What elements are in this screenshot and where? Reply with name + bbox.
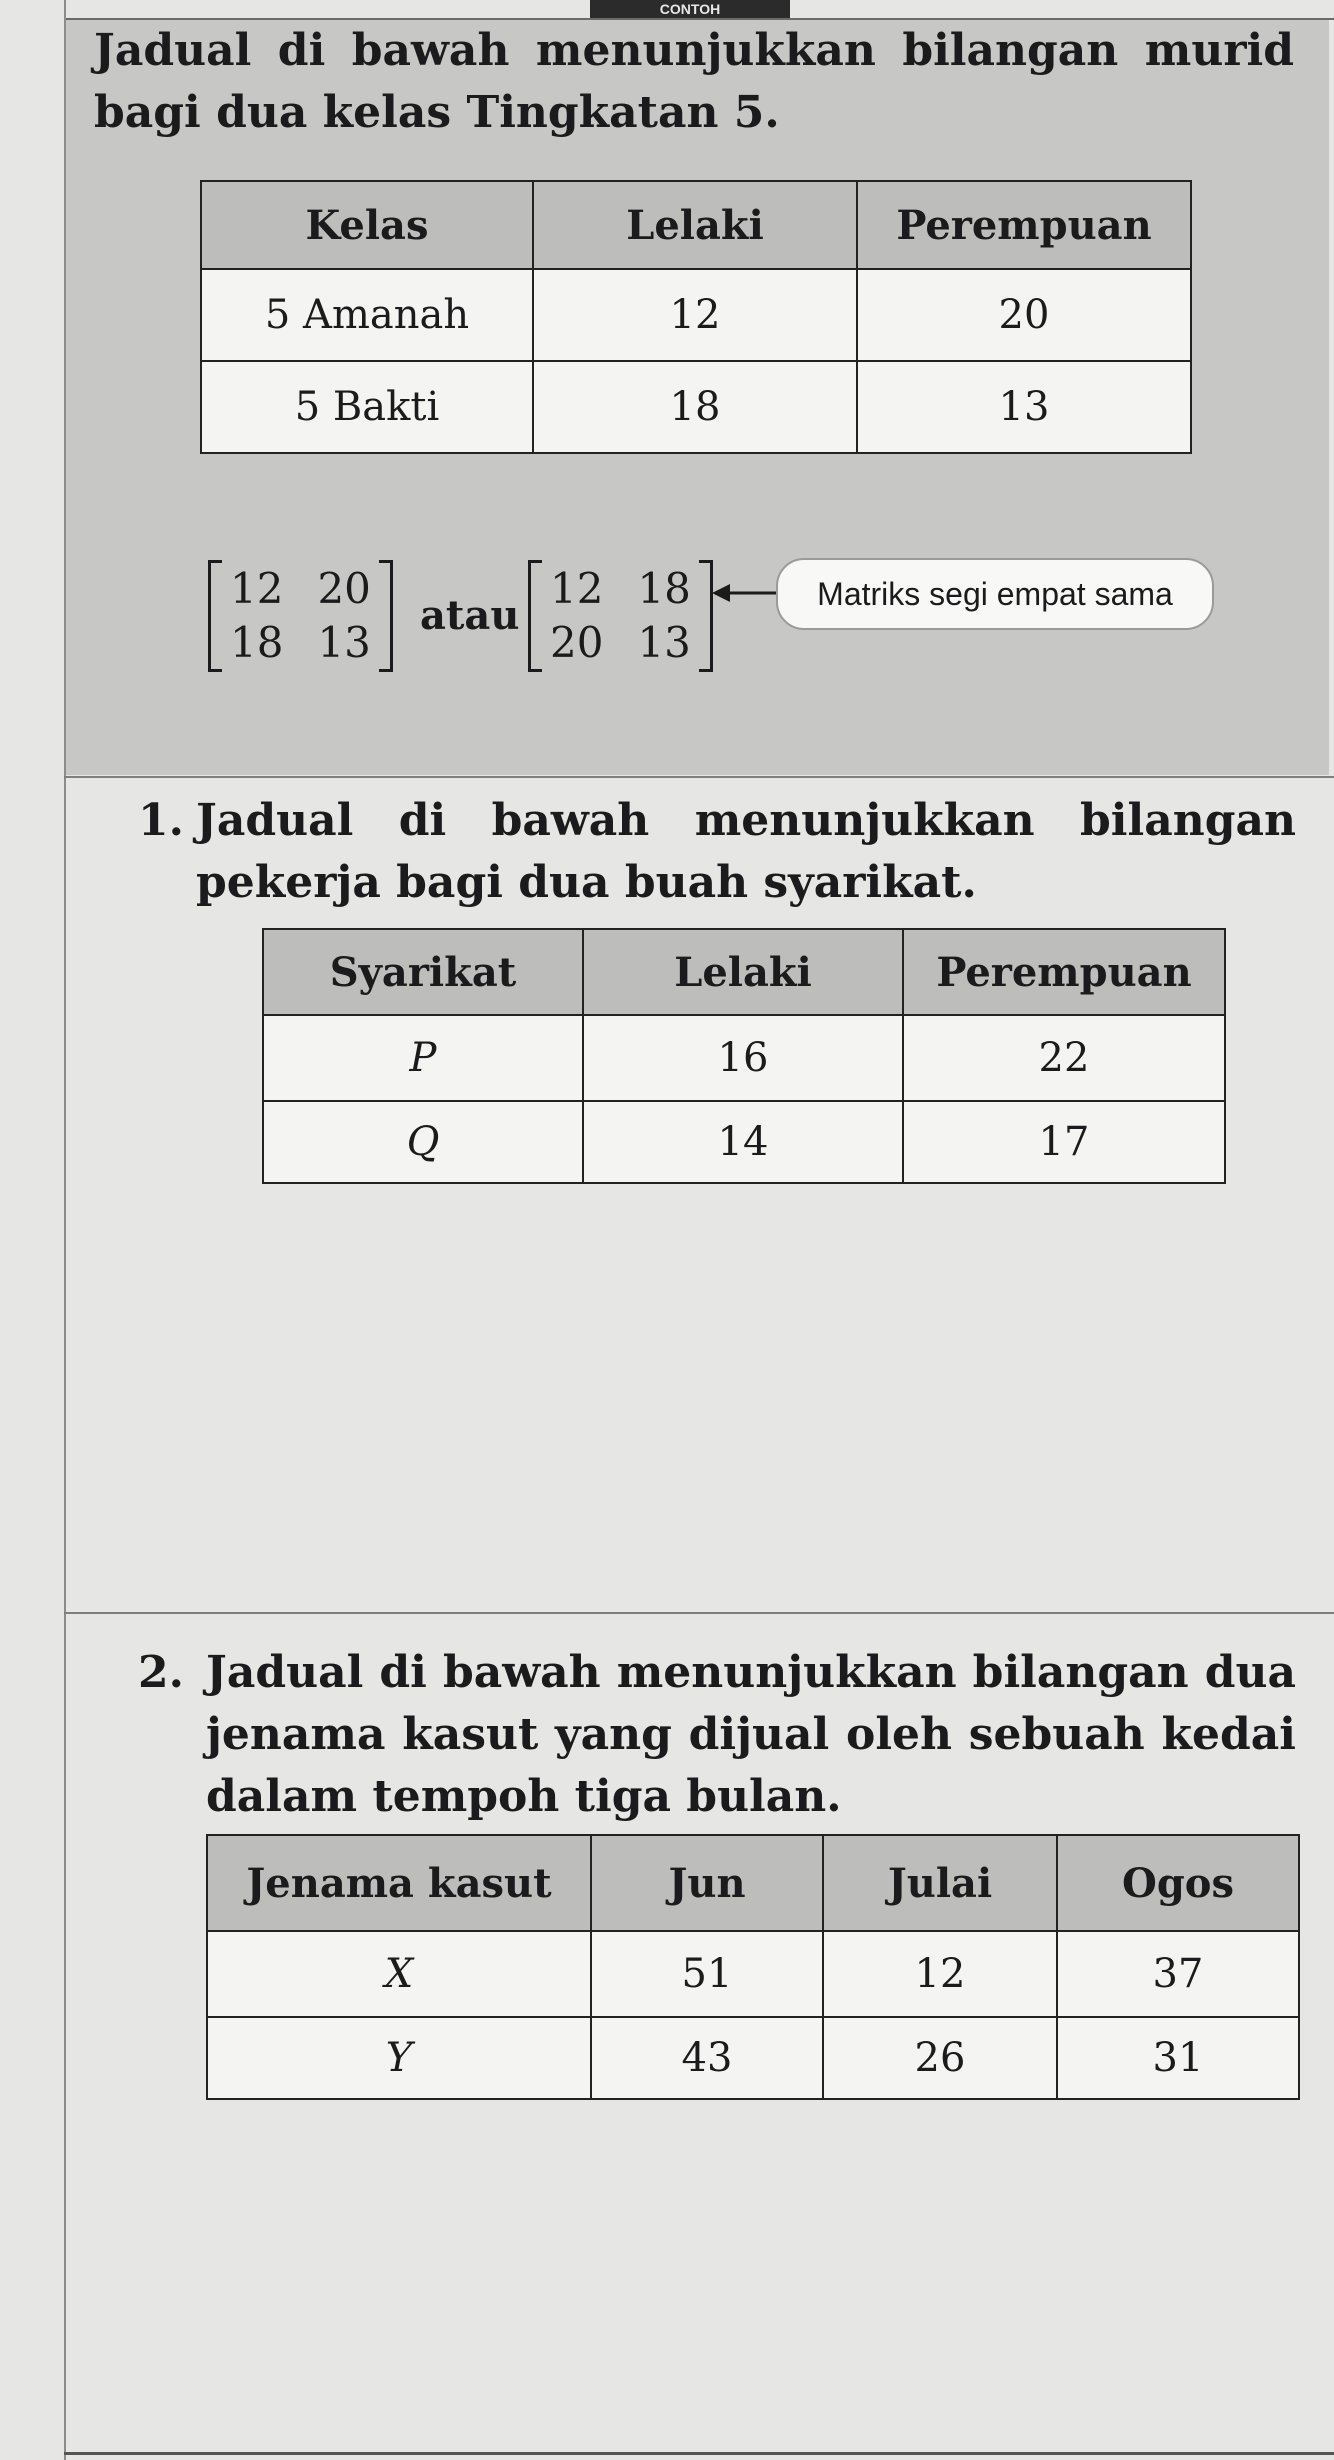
table-cell: 18: [533, 361, 857, 453]
left-margin-rule: [64, 0, 66, 2460]
table-cell: 22: [903, 1015, 1225, 1101]
table-header: Jun: [591, 1835, 823, 1931]
question-number: 2.: [138, 1647, 184, 1698]
example-table: [200, 180, 1192, 454]
matrix-bracket-right: [699, 560, 713, 672]
table-header: Julai: [823, 1835, 1057, 1931]
table-row: [207, 1931, 1299, 2017]
atau-label: atau: [420, 592, 520, 639]
table-cell: 17: [903, 1101, 1225, 1183]
question-1-table: [262, 928, 1226, 1184]
table-cell: 12: [533, 269, 857, 361]
matrix-entry: 13: [317, 618, 371, 667]
section-divider: [64, 776, 1334, 778]
table-cell: 37: [1057, 1931, 1299, 2017]
matrix-bracket-left: [208, 560, 222, 672]
table-cell: 26: [823, 2017, 1057, 2099]
table-header: Jenama kasut: [207, 1835, 591, 1931]
table-header: Kelas: [201, 181, 533, 269]
matrix-entry: 20: [317, 564, 371, 613]
table-cell: 14: [583, 1101, 903, 1183]
table-row: [263, 1015, 1225, 1101]
table-row: [263, 1101, 1225, 1183]
table-cell: 5 Amanah: [201, 269, 533, 361]
bottom-rule: [64, 2452, 1334, 2455]
example-tab: CONTOH: [590, 0, 790, 18]
question-1-text: Jadual di bawah menunjukkan bilangan pekerja bagi dua buah syarikat.: [196, 795, 1296, 908]
matrix-entry: 20: [550, 618, 604, 667]
table-cell: 31: [1057, 2017, 1299, 2099]
table-header: Perempuan: [903, 929, 1225, 1015]
table-header: Lelaki: [583, 929, 903, 1015]
matrix-entry: 18: [637, 564, 691, 613]
table-cell: 51: [591, 1931, 823, 2017]
table-header: Ogos: [1057, 1835, 1299, 1931]
matrix-bracket-right: [379, 560, 393, 672]
question-2-table: [206, 1834, 1300, 2100]
question-number: 1.: [138, 795, 184, 846]
table-cell: 43: [591, 2017, 823, 2099]
table-cell: 20: [857, 269, 1191, 361]
example-intro: Jadual di bawah menunjukkan bilangan murid bagi dua kelas Tingkatan 5.: [94, 25, 1294, 138]
matrix-entry: 13: [637, 618, 691, 667]
table-header: Syarikat: [263, 929, 583, 1015]
matrix-a: [208, 560, 393, 672]
callout-bubble: Matriks segi empat sama: [776, 558, 1214, 630]
table-row: [201, 361, 1191, 453]
matrix-entry: 12: [230, 564, 284, 613]
question-2-text: Jadual di bawah menunjukkan bilangan dua jenama kasut yang dijual oleh sebuah kedai dalam tempoh tiga bulan.: [206, 1647, 1296, 1822]
section-divider: [64, 1612, 1334, 1614]
table-header: Lelaki: [533, 181, 857, 269]
table-cell: Q: [263, 1101, 583, 1183]
table-cell: P: [263, 1015, 583, 1101]
arrow-left-icon: [712, 578, 782, 608]
matrix-b: [528, 560, 713, 672]
table-row: [207, 2017, 1299, 2099]
table-cell: 13: [857, 361, 1191, 453]
matrix-entry: 12: [550, 564, 604, 613]
table-cell: Y: [207, 2017, 591, 2099]
table-cell: X: [207, 1931, 591, 2017]
table-row: [201, 269, 1191, 361]
table-cell: 16: [583, 1015, 903, 1101]
table-header: Perempuan: [857, 181, 1191, 269]
matrix-bracket-left: [528, 560, 542, 672]
table-cell: 12: [823, 1931, 1057, 2017]
table-cell: 5 Bakti: [201, 361, 533, 453]
matrix-entry: 18: [230, 618, 284, 667]
